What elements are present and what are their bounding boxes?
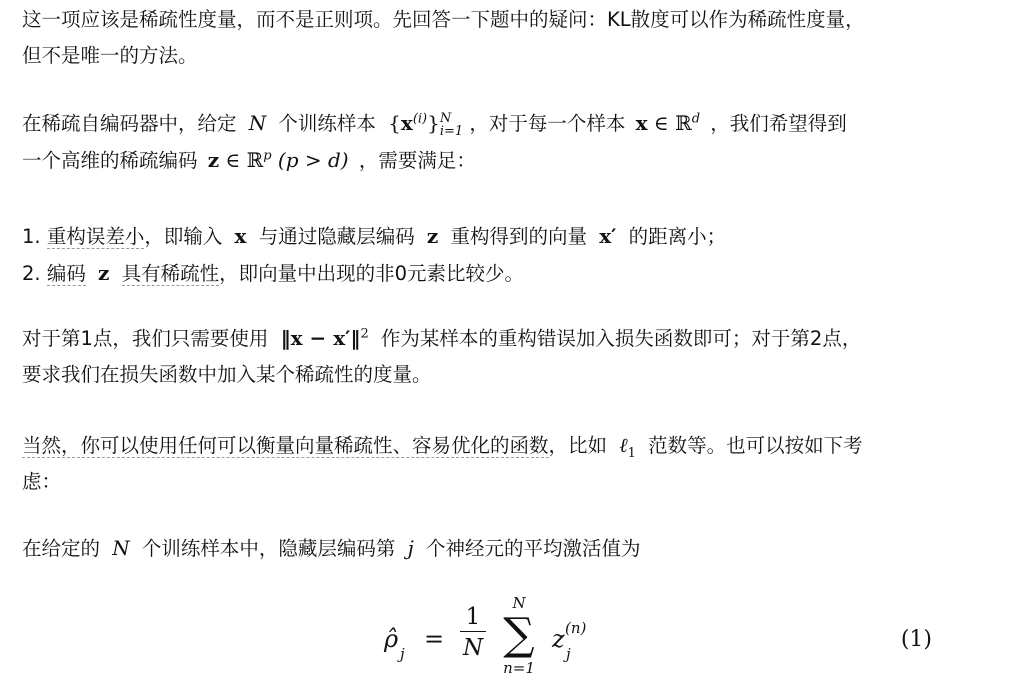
math-in: ∈ <box>225 148 241 172</box>
setup-text: ，我们希望得到 <box>710 112 847 135</box>
math-z-sup: (n) <box>565 619 587 637</box>
math-z: z <box>426 224 439 248</box>
math-z-in-R <box>208 148 349 172</box>
annotated-term[interactable]: 重构误差小 <box>46 225 145 248</box>
math-square: 2 <box>360 326 369 342</box>
list-text: ，即向量中出现的非0元素比较少。 <box>219 262 525 285</box>
annotated-term[interactable]: 编码 <box>46 262 86 285</box>
intro-line-1: 这一项应该是稀疏性度量，而不是正则项。先回答一下题中的疑问：KL散度可以作为稀疏性度量， <box>22 8 865 31</box>
math-ell: ℓ <box>619 433 628 457</box>
math-x-in-R <box>636 111 700 135</box>
list-text: 与通过隐藏层编码 <box>258 225 415 248</box>
equation-number: (1) <box>900 627 932 652</box>
setup-text: ，对于每一个样本 <box>469 112 626 135</box>
setup-text: 一个高维的稀疏编码 <box>22 149 198 172</box>
math-x-prime: x′ <box>599 224 617 248</box>
math-condition: (p > d) <box>277 148 349 172</box>
activation-text: 个训练样本中，隐藏层编码第 <box>141 537 396 560</box>
math-z: z <box>98 261 110 285</box>
paragraph-intro <box>22 2 1007 74</box>
intro-line-2: 但不是唯一的方法。 <box>22 44 198 67</box>
setup-text: ，需要满足： <box>358 149 476 172</box>
math-sup: (i) <box>412 111 428 127</box>
sum-symbol: ∑ <box>503 609 535 660</box>
math-N: N <box>248 111 267 135</box>
annotated-term[interactable]: 具有稀疏性 <box>121 262 220 285</box>
sum-lower: n=1 <box>503 659 535 677</box>
math-x: x <box>234 224 247 248</box>
loss-text: 要求我们在损失函数中加入某个稀疏性的度量。 <box>22 363 432 386</box>
math-one: 1 <box>627 446 636 461</box>
math-j: j <box>407 536 414 560</box>
annotated-term[interactable]: 当然，你可以使用任何可以衡量向量稀疏性、容易优化的函数 <box>22 434 549 457</box>
loss-text: 作为某样本的重构错误加入损失函数即可；对于第2点， <box>380 327 862 350</box>
equation-1 <box>22 595 1007 695</box>
list-item-2 <box>22 262 524 285</box>
math-R: ℝ <box>675 111 692 135</box>
math-z: z <box>552 625 565 653</box>
sparsity-text: 虑： <box>22 470 62 493</box>
math-numerator: 1 <box>465 604 481 630</box>
math-sample-set: $\{x^{(i)}\}N$ i=1 <box>388 110 464 139</box>
paragraph-sparsity <box>22 427 1007 500</box>
math-d: d <box>691 111 701 127</box>
math-denominator: N <box>462 635 484 661</box>
math-x: x <box>400 111 413 135</box>
math-fraction <box>460 603 486 664</box>
setup-text: 在稀疏自编码器中，给定 <box>22 112 237 135</box>
math-N: N <box>112 536 130 560</box>
math-z-sub: j <box>566 645 571 663</box>
paragraph-activation <box>22 530 1007 567</box>
sparsity-text: 范数等。也可以按如下考 <box>648 434 863 457</box>
sum-upper: N <box>512 594 526 612</box>
math-rho-sub: j <box>400 645 405 663</box>
activation-text: 个神经元的平均激活值为 <box>426 537 641 560</box>
math-summation <box>494 595 544 677</box>
loss-text: 对于第1点，我们只需要使用 <box>22 327 269 350</box>
math-top: N <box>439 110 452 126</box>
math-R: ℝ <box>246 148 264 172</box>
paragraph-setup <box>22 105 1007 179</box>
math-norm <box>281 326 369 350</box>
math-in: ∈ <box>653 111 669 135</box>
list-text: ，即输入 <box>144 225 223 248</box>
list-number: 1. <box>22 225 41 248</box>
math-x: x <box>635 111 648 135</box>
math-z: z <box>207 148 220 172</box>
list-text: 的距离小； <box>628 225 727 248</box>
math-norm-expr: ‖x − x′‖ <box>280 326 361 350</box>
paragraph-loss <box>22 320 1007 393</box>
activation-text: 在给定的 <box>22 537 101 560</box>
math-p: p <box>263 148 272 164</box>
requirement-list <box>22 218 1007 292</box>
sparsity-text: ，比如 <box>548 434 608 457</box>
math-rho-hat: ρ̂ <box>384 625 399 653</box>
setup-text: 个训练样本 <box>278 112 376 135</box>
list-item-1 <box>22 225 726 248</box>
list-number: 2. <box>22 262 41 285</box>
math-l1 <box>619 433 636 461</box>
math-equals: = <box>424 625 445 653</box>
list-text: 重构得到的向量 <box>450 225 587 248</box>
math-bottom: i=1 <box>439 123 464 139</box>
